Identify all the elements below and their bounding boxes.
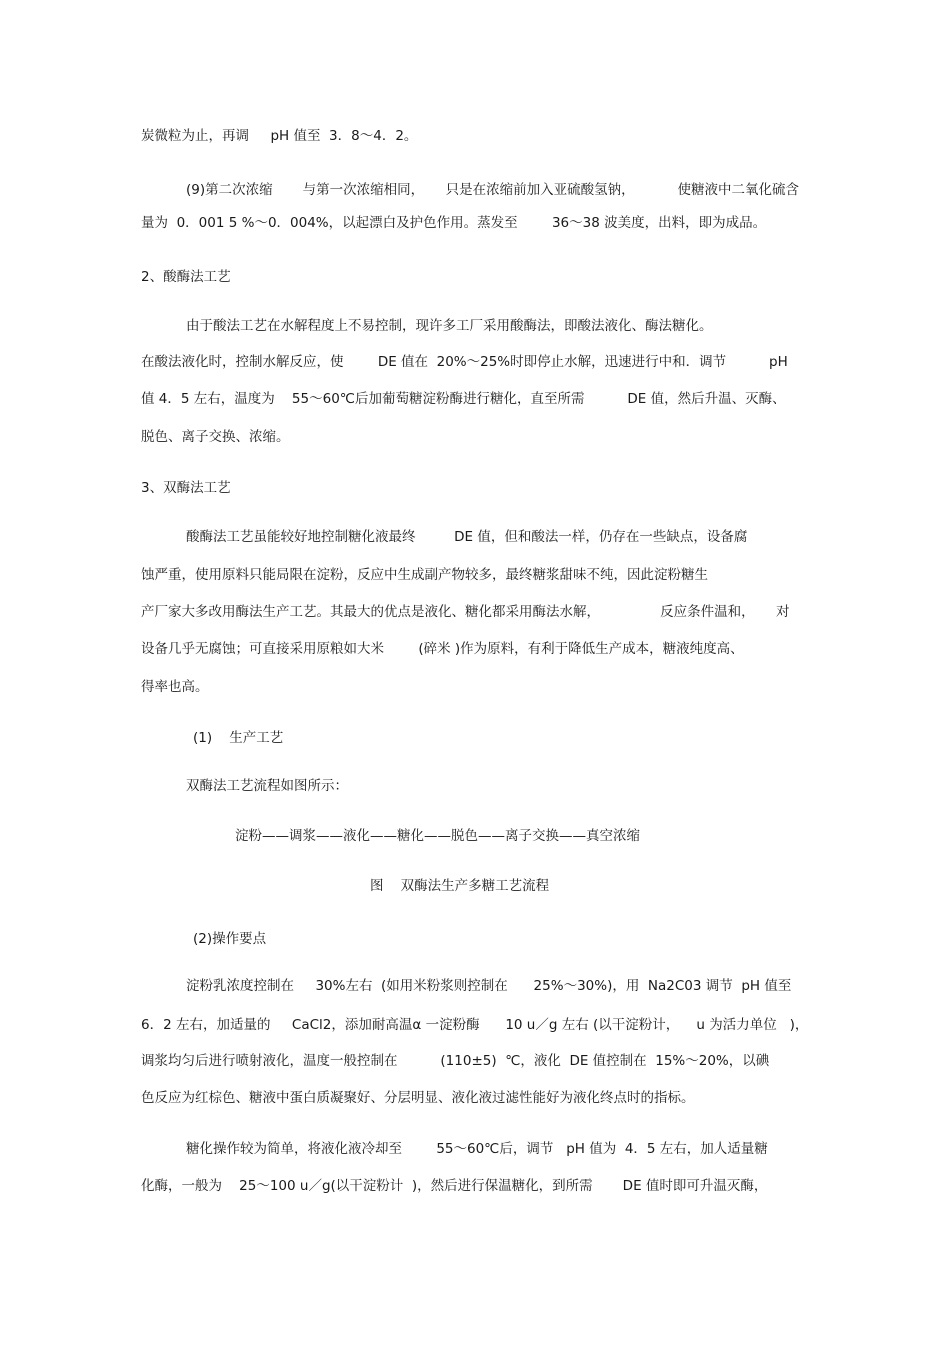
section-heading: 3、双酶法工艺 <box>141 480 231 496</box>
text-line: 双酶法工艺流程如图所示： <box>186 778 348 794</box>
subheading: (2)操作要点 <box>193 931 267 947</box>
text-line: 在酸法液化时，控制水解反应，使 DE 值在 20%～25%时即停止水解，迅速进行中和．调节 pH <box>141 354 788 370</box>
figure-caption: 图 双酶法生产多糖工艺流程 <box>370 878 550 894</box>
text-line: 糖化操作较为简单，将液化液冷却至 55～60℃后，调节 pH 值为 4．5 左右，加人适量糖 <box>186 1141 768 1157</box>
text-line: (9)第二次浓缩 与第一次浓缩相同， 只是在浓缩前加入亚硫酸氢钠， 使糖液中二氧化硫含 <box>186 182 800 198</box>
text-line: 酸酶法工艺虽能较好地控制糖化液最终 DE 值，但和酸法一样，仍存在一些缺点，设备腐 <box>186 529 748 545</box>
text-line: 蚀严重，使用原料只能局限在淀粉，反应中生成副产物较多，最终糖浆甜味不纯，因此淀粉糖生 <box>141 567 708 583</box>
text-line: 炭微粒为止，再调 pH 值至 3．8～4．2。 <box>141 128 418 144</box>
text-line: 设备几乎无腐蚀；可直接采用原粮如大米 (碎米 )作为原料，有利于降低生产成本，糖液纯度高、 <box>141 641 744 657</box>
text-line: 产厂家大多改用酶法生产工艺。其最大的优点是液化、糖化都采用酶法水解， 反应条件温和， 对 <box>141 604 790 620</box>
text-line: 调浆均匀后进行喷射液化，温度一般控制在 (110±5) ℃，液化 DE 值控制在 15%～20%，以碘 <box>141 1053 770 1069</box>
text-line: 淀粉乳浓度控制在 30%左右 (如用米粉浆则控制在 25%～30%)，用 Na2C03 调节 pH 值至 <box>186 978 792 994</box>
text-line: 化酶，一般为 25～100 u／g(以干淀粉计 )，然后进行保温糖化，到所需 DE 值时即可升温灭酶， <box>141 1178 768 1194</box>
text-line: 值 4．5 左右，温度为 55～60℃后加葡萄糖淀粉酶进行糖化，直至所需 DE 值，然后升温、灭酶、 <box>141 391 786 407</box>
text-line: 脱色、离子交换、浓缩。 <box>141 429 290 445</box>
text-line: 6．2 左右，加适量的 CaCl2，添加耐高温α 一淀粉酶 10 u／g 左右 (以干淀粉计， u 为活力单位 )， <box>141 1017 809 1033</box>
section-heading: 2、酸酶法工艺 <box>141 269 231 285</box>
text-line: 量为 0．001 5 %～0．004%，以起漂白及护色作用。蒸发至 36～38 波美度，出料，即为成品。 <box>141 215 767 231</box>
text-line: 色反应为红棕色、糖液中蛋白质凝聚好、分层明显、液化液过滤性能好为液化终点时的指标。 <box>141 1090 695 1106</box>
text-line: 由于酸法工艺在水解程度上不易控制，现许多工厂采用酸酶法，即酸法液化、酶法糖化。 <box>186 318 713 334</box>
text-line: 得率也高。 <box>141 679 209 695</box>
subheading: (1) 生产工艺 <box>193 730 284 746</box>
process-flow: 淀粉——调浆——液化——糖化——脱色——离子交换——真空浓缩 <box>235 828 640 844</box>
